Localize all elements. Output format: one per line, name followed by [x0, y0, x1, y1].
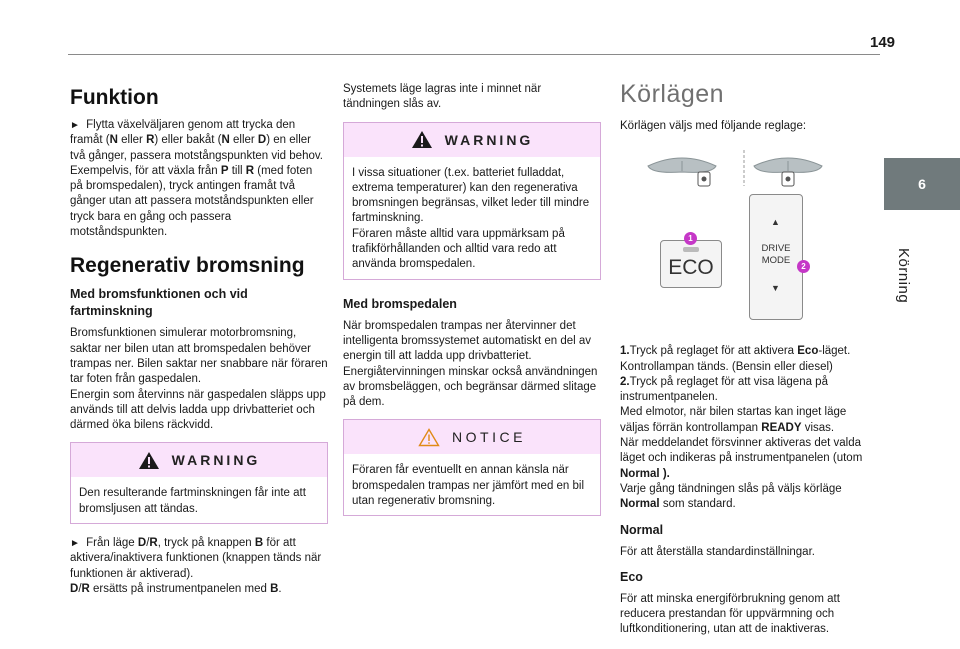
drive-mode-button[interactable] — [749, 194, 803, 320]
warning-header: WARNING — [344, 123, 600, 157]
paragraph-b-button: ► Från läge D/R, tryck på knappen B för att aktivera/inaktivera funktionen (knappen tänds när funktionen är aktiverad). D/R ersätts på instrumentpanelen med B. — [70, 537, 322, 595]
paragraph-memory: Systemets läge lagras inte i minnet när tändningen slås av. — [343, 83, 542, 111]
notice-triangle-icon — [418, 428, 440, 447]
notice-text: Föraren får eventuellt en annan känsla när bromspedalen trampas ner jämfört med en bil utan regenerativ bromsning. — [352, 464, 585, 508]
heading-regenerative-braking: Regenerativ bromsning — [70, 254, 305, 278]
chapter-title: Körning — [895, 248, 912, 304]
warning-box — [70, 442, 328, 524]
warning-text: I vissa situationer (t.ex. batteriet fulladdat, extrema temperaturer) kan den regenerativa bromsningen begränsas, vilket leder till mindre fartminskning. Föraren måste alltid vara uppmärksam på trafikförhållanden och alltid vara redo att använda bromspedalen. — [352, 166, 590, 271]
notice-header: NOTICE — [344, 420, 600, 454]
notice-box — [343, 419, 601, 516]
warning-box-2 — [343, 122, 601, 280]
eco-indicator-light — [683, 247, 699, 252]
callout-1: 1 — [684, 232, 697, 245]
paragraph-eco: För att minska energiförbrukning genom att reducera prestandan för uppvärmning och luftkonditionering, utan att de inaktiveras. — [620, 592, 840, 636]
subheading-brake-pedal: Med bromspedalen — [343, 296, 457, 311]
heading-eco: Eco — [620, 569, 643, 584]
paragraph-steps: 1.Tryck på reglaget för att aktivera Eco-läget. Kontrollampan tänds. (Bensin eller diesel) 2.Tryck på reglaget för att visa lägena på instrumentpanelen. Med elmotor, när bilen startas kan inget läge väljas förrän kontrollampan READY visas. När meddelandet försvinner aktiveras det valda läget och indikeras på instrumentpanelen (utom Normal ). Varje gång tändningen slås på väljs körläge Normal som standard. — [620, 345, 863, 511]
drive-mode-label: DRIVE MODE — [761, 243, 791, 267]
warning-header: WARNING — [71, 443, 327, 477]
heading-normal: Normal — [620, 522, 664, 537]
arrow-down-icon[interactable]: ▼ — [771, 283, 780, 294]
drive-mode-diagram — [620, 146, 868, 326]
arrow-icon: ► — [70, 120, 80, 131]
paragraph-gear-selector: ► Flytta växelväljaren genom att trycka den framåt (N eller R) eller bakåt (N eller D) en eller två gånger, passera motstångspunkten vid behov. Exempelvis, för att växla från P till R (med foten på bromspedalen), tryck antingen framåt två gånger utan att passera motståndspunkten eller tryck bara en gång och passera motståndspunkten. — [70, 119, 323, 239]
paragraph-brake-pedal: När bromspedalen trampas ner återvinner det intelligenta bromssystemet automatiskt en del av energin till att ladda upp drivbatteriet. Energiåtervinningen minskar också användningen av bromsbeläggen, och begränsar därmed slitage på dem. — [343, 319, 598, 409]
column-3 — [620, 80, 868, 647]
eco-button[interactable] — [660, 240, 722, 288]
warning-triangle-icon — [411, 130, 433, 149]
warning-text: Den resulterande fartminskningen får inte att bromsljusen att tändas. — [79, 487, 306, 515]
heading-drive-modes: Körlägen — [620, 80, 725, 108]
paragraph-normal: För att återställa standardinställningar. — [620, 545, 815, 558]
callout-2: 2 — [797, 260, 810, 273]
arrow-icon: ► — [70, 538, 80, 550]
column-2 — [343, 82, 601, 528]
steering-wheel-icons — [620, 146, 868, 190]
page-number: 149 — [870, 34, 896, 51]
column-1 — [70, 80, 328, 606]
subheading-brake-function: Med bromsfunktionen och vid fartminskning — [70, 287, 248, 319]
warning-triangle-icon — [138, 451, 160, 470]
eco-button-label: ECO — [668, 256, 714, 280]
header-rule — [68, 54, 880, 55]
paragraph-brake-function: Bromsfunktionen simulerar motorbromsning, saktar ner bilen utan att bromspedalen behöver trampas ner. Bilen saktar ner snabbare när föraren tar foten från gaspedalen. Energin som återvinns när gaspedalen släpps upp används till att delvis ladda upp drivbatteriet och därmed öka bilens räckvidd. — [70, 327, 328, 432]
arrow-up-icon[interactable]: ▲ — [771, 217, 780, 228]
heading-funktion: Funktion — [70, 86, 159, 109]
paragraph-drive-modes-intro: Körlägen väljs med följande reglage: — [620, 120, 807, 132]
chapter-tab[interactable]: 6 — [884, 158, 960, 210]
